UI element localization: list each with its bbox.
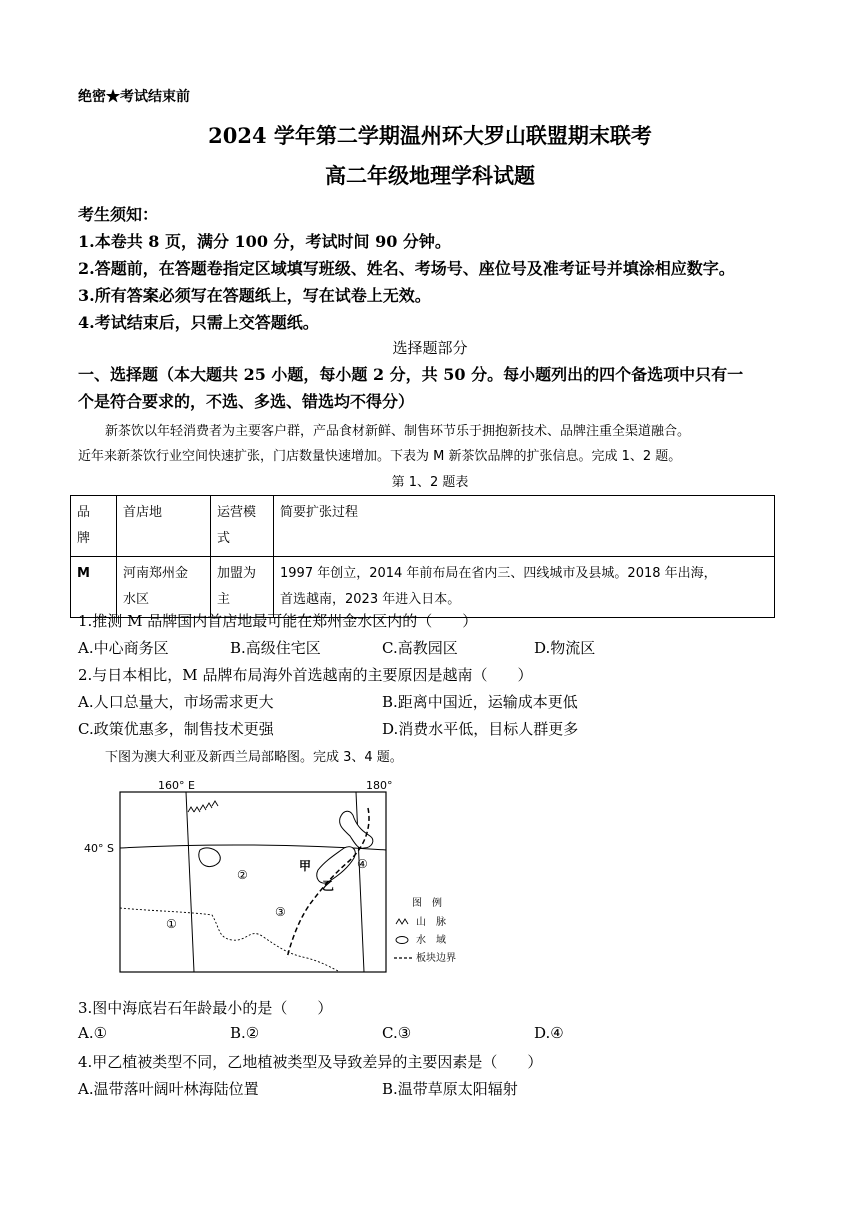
- notice-item: 2.答题前，在答题卷指定区域填写班级、姓名、考场号、座位号及准考证号并填涂相应数字。: [78, 259, 735, 278]
- option: A.温带落叶阔叶林海陆位置: [78, 1080, 259, 1098]
- section-instruction: 一、选择题（本大题共 25 小题，每小题 2 分，共 50 分。每小题列出的四个备选项中只有一: [78, 365, 744, 384]
- legend-boundary-label: 板块边界: [416, 953, 456, 964]
- header-brand: 品 牌: [71, 496, 117, 557]
- option: B.距离中国近，运输成本更低: [382, 693, 578, 711]
- header-process: 简要扩张过程: [274, 496, 775, 557]
- legend-mountain-icon: [396, 919, 408, 924]
- legend-mountain-label: 山 脉: [416, 917, 446, 928]
- exam-subtitle: 高二年级地理学科试题: [325, 163, 535, 188]
- question-stem: 2.与日本相比，M 品牌布局海外首选越南的主要原因是越南（ ）: [78, 666, 533, 684]
- part-title: 选择题部分: [392, 339, 468, 357]
- option: A.①: [78, 1024, 108, 1042]
- table-header-row: [71, 496, 775, 557]
- option: A.人口总量大，市场需求更大: [78, 693, 274, 711]
- option: B.温带草原太阳辐射: [382, 1080, 518, 1098]
- marker-3: ③: [275, 905, 286, 919]
- cell-first-store: 河南郑州金 水区: [117, 557, 211, 618]
- passage-text: 下图为澳大利亚及新西兰局部略图。完成 3、4 题。: [105, 750, 403, 765]
- notice-item: 4.考试结束后，只需上交答题纸。: [78, 313, 319, 332]
- notice-heading: 考生须知：: [78, 205, 159, 224]
- table-row: [71, 557, 775, 618]
- question-stem: 1.推测 M 品牌国内首店地最可能在郑州金水区内的（ ）: [78, 612, 478, 630]
- exam-title: 2024 学年第二学期温州环大罗山联盟期末联考: [208, 123, 652, 148]
- option: D.④: [534, 1024, 564, 1042]
- legend-water-label: 水 域: [416, 935, 446, 946]
- lon-160-label: 160° E: [158, 779, 195, 792]
- australia-nz-map: [82, 778, 502, 983]
- cell-brand: M: [71, 557, 117, 618]
- cell-process: 1997 年创立，2014 年前布局在省内三、四线城市及县城。2018 年出海， 首选越南，2023 年进入日本。: [274, 557, 775, 618]
- label-yi: 乙: [322, 879, 335, 893]
- notice-item: 3.所有答案必须写在答题纸上，写在试卷上无效。: [78, 286, 431, 305]
- lon-180-label: 180°: [366, 779, 393, 792]
- option: D.物流区: [534, 639, 596, 657]
- option: D.消费水平低，目标人群更多: [382, 720, 579, 738]
- brand-expansion-table: [70, 495, 775, 618]
- passage-text: 近年来新茶饮行业空间快速扩张，门店数量快速增加。下表为 M 新茶饮品牌的扩张信息。完成 1、2 题。: [78, 449, 682, 464]
- option: B.②: [230, 1024, 260, 1042]
- header-mode: 运营模 式: [211, 496, 274, 557]
- legend-title: 图 例: [412, 898, 442, 909]
- passage-text: 新茶饮以年轻消费者为主要客户群，产品食材新鲜、制售环节乐于拥抱新技术、品牌注重全渠道融合。: [105, 424, 691, 439]
- lat-40-label: 40° S: [84, 842, 114, 855]
- option: C.政策优惠多，制售技术更强: [78, 720, 274, 738]
- secret-label: 绝密★考试结束前: [78, 89, 190, 105]
- legend-water-icon: [396, 937, 408, 944]
- section-instruction: 个是符合要求的，不选、多选、错选均不得分）: [78, 392, 415, 411]
- header-first-store: 首店地: [117, 496, 211, 557]
- mountain-icon: [188, 801, 218, 812]
- cell-mode: 加盟为 主: [211, 557, 274, 618]
- marker-1: ①: [166, 917, 177, 931]
- option: A.中心商务区: [78, 639, 169, 657]
- marker-4: ④: [357, 857, 368, 871]
- option: B.高级住宅区: [230, 639, 321, 657]
- marker-2: ②: [237, 868, 248, 882]
- question-stem: 3.图中海底岩石年龄最小的是（ ）: [78, 999, 333, 1017]
- option: C.高教园区: [382, 639, 458, 657]
- label-jia: 甲: [299, 859, 312, 873]
- question-stem: 4.甲乙植被类型不同，乙地植被类型及导致差异的主要因素是（ ）: [78, 1053, 543, 1071]
- table-caption: 第 1、2 题表: [391, 475, 469, 490]
- option: C.③: [382, 1024, 412, 1042]
- notice-item: 1.本卷共 8 页，满分 100 分，考试时间 90 分钟。: [78, 232, 451, 251]
